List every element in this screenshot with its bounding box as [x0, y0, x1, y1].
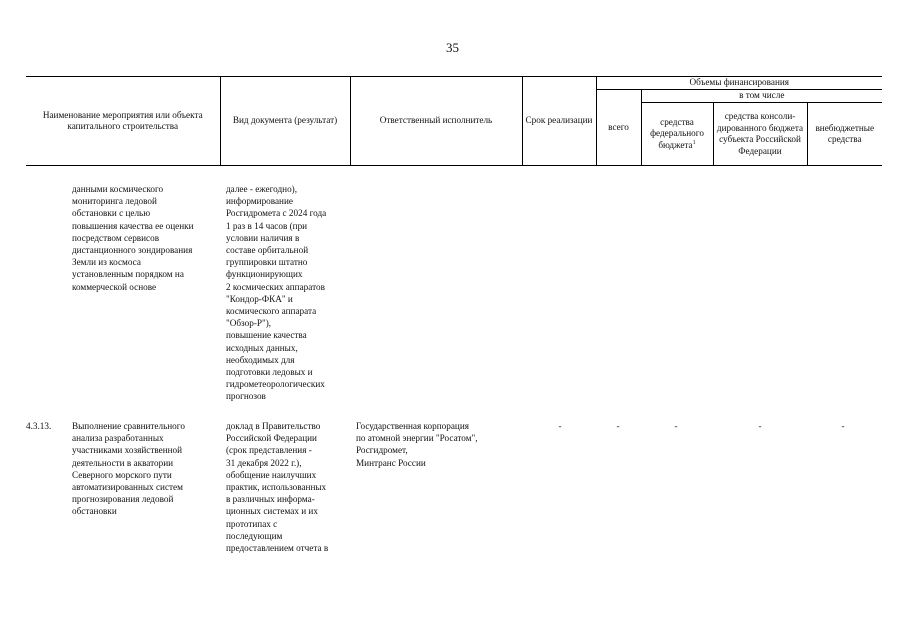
row2-responsible: Государственная корпорация по атомной энергии "Росатом", Росгидромет, Минтранс России [356, 421, 478, 468]
header-term: Срок реализации [522, 77, 596, 166]
row2-number: 4.3.13. [26, 421, 52, 431]
header-responsible: Ответственный исполнитель [350, 77, 522, 166]
row2-extrabudget: - [841, 421, 845, 431]
header-financing: Объемы финансирования [596, 77, 882, 90]
table-header [26, 76, 882, 166]
row1-name: данными космического мониторинга ледовой обстановки с целью повышения качества ее оценки посредством сервисов дистанционного зондирования Земли из космоса установленным порядком на коммерческой основе [72, 184, 194, 292]
header-total: всего [596, 90, 641, 166]
row2-consolidated: - [758, 421, 762, 431]
row2-name: Выполнение сравнительного анализа разработанных участниками хозяйственной деятельности в акватории Северного морского пути автоматизированных систем прогнозирования ледовой обстановки [72, 421, 185, 517]
row2-total: - [616, 421, 620, 431]
header-extrabudget: внебюджетные средства [807, 103, 882, 166]
header-name: Наименование мероприятия или объекта капитального строительства [26, 77, 220, 166]
row2-federal: - [674, 421, 678, 431]
header-including: в том числе [641, 90, 882, 103]
header-document: Вид документа (результат) [220, 77, 350, 166]
row2-document: доклад в Правительство Российской Федерации (срок представления - 31 декабря 2022 г.), обобщение наилучших практик, использованных в различных информа- ционных системах и их прототипах с последующим предоставлением отчета в [226, 421, 329, 554]
header-federal: средства федерального бюджета$^1$ [641, 103, 713, 166]
row1-document: далее - ежегодно), информирование Росгидромета с 2024 года 1 раз в 14 часов (при условии наличия в составе орбитальной группировки штатно функционирующих 2 космических аппаратов "Кондор-ФКА" и космического аппарата "Обзор-Р"), повышение качества исходных данных, необходимых для подготовки ледовых и гидрометеорологических прогнозов [226, 184, 327, 402]
header-consolidated: средства консоли-дированного бюджета субъекта Российской Федерации [713, 103, 807, 166]
row2-term: - [558, 421, 562, 431]
page-number: 35 [446, 40, 459, 55]
